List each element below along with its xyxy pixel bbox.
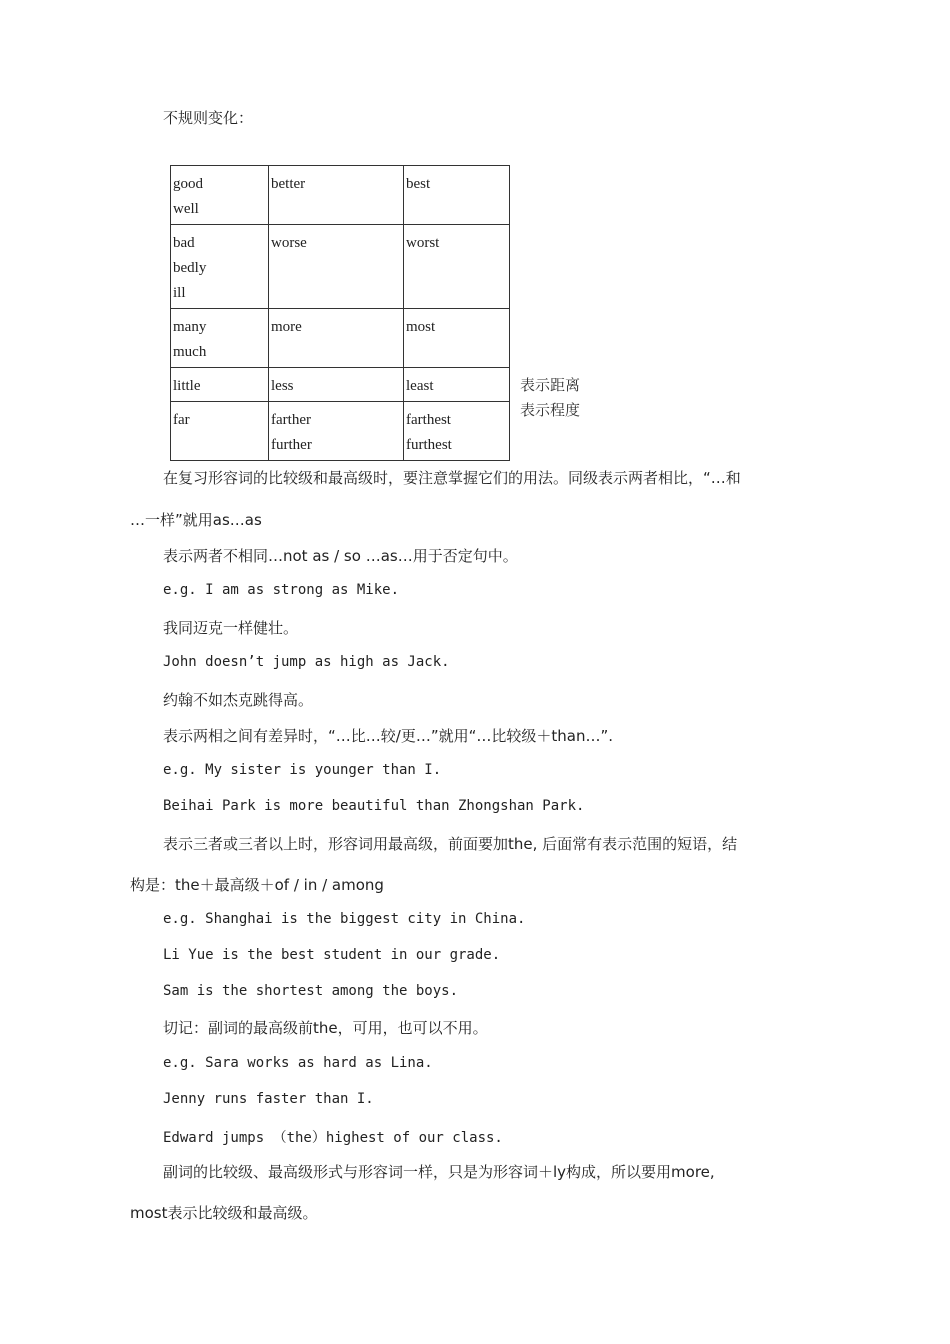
paragraph-line: most表示比较级和最高级。: [130, 1204, 318, 1222]
table-cell-base: [171, 309, 269, 368]
table-row: [171, 225, 510, 309]
example-sentence: e.g. I am as strong as Mike.: [163, 582, 400, 598]
example-sentence: Beihai Park is more beautiful than Zhongshan Park.: [163, 798, 585, 814]
base-form: many: [173, 319, 207, 335]
paragraph-line: 表示三者或三者以上时，形容词用最高级，前面要加the, 后面常有表示范围的短语，结: [163, 835, 738, 853]
side-note-distance: 表示距离: [520, 376, 581, 394]
base-form: much: [173, 344, 207, 360]
example-sentence: e.g. My sister is younger than I.: [163, 762, 442, 778]
superlative-form: worst: [406, 235, 440, 251]
table-row: [171, 309, 510, 368]
table-cell-base: [171, 225, 269, 309]
paragraph-line: 切记：副词的最高级前the，可用，也可以不用。: [163, 1019, 488, 1037]
table-cell-comparative: [269, 368, 404, 402]
example-sentence: e.g. Sara works as hard as Lina.: [163, 1055, 433, 1071]
table-row: [171, 166, 510, 225]
comparative-form: worse: [271, 235, 307, 251]
superlative-form: least: [406, 378, 434, 394]
superlative-form: furthest: [406, 437, 452, 453]
paragraph-line: 在复习形容词的比较级和最高级时，要注意掌握它们的用法。同级表示两者相比，“…和: [163, 469, 741, 487]
base-form: good: [173, 176, 203, 192]
paragraph-line: 构是：the＋最高级＋of / in / among: [130, 876, 384, 894]
paragraph-line: …一样”就用as…as: [130, 511, 262, 529]
table-cell-superlative: [404, 402, 510, 461]
table-cell-comparative: [269, 166, 404, 225]
example-sentence: Li Yue is the best student in our grade.: [163, 947, 501, 963]
example-translation: 我同迈克一样健壮。: [163, 619, 299, 637]
paragraph-line: 表示两者不相同…not as / so …as…用于否定句中。: [163, 547, 518, 565]
table-cell-superlative: [404, 368, 510, 402]
base-form: bad: [173, 235, 195, 251]
table-cell-comparative: [269, 309, 404, 368]
example-translation: 约翰不如杰克跳得高。: [163, 691, 314, 709]
table-row: [171, 368, 510, 402]
superlative-form: farthest: [406, 412, 451, 428]
base-form: far: [173, 412, 190, 428]
comparative-form: better: [271, 176, 306, 192]
table-cell-superlative: [404, 225, 510, 309]
superlative-form: most: [406, 319, 436, 335]
comparative-form: more: [271, 319, 302, 335]
base-form: little: [173, 378, 201, 394]
paragraph-line: 表示两相之间有差异时，“…比…较/更…”就用“…比较级＋than…”.: [163, 727, 613, 745]
example-sentence: e.g. Shanghai is the biggest city in China.: [163, 911, 526, 927]
example-sentence: Sam is the shortest among the boys.: [163, 983, 459, 999]
side-note-degree: 表示程度: [520, 401, 581, 419]
table-cell-comparative: [269, 402, 404, 461]
example-sentence: Jenny runs faster than I.: [163, 1091, 374, 1107]
comparative-form: further: [271, 437, 312, 453]
base-form: bedly: [173, 260, 207, 276]
paragraph-line: 副词的比较级、最高级形式与形容词一样，只是为形容词＋ly构成，所以要用more,: [163, 1163, 715, 1181]
table-cell-superlative: [404, 309, 510, 368]
comparative-form: less: [271, 378, 294, 394]
irregular-forms-table: [170, 165, 510, 461]
section-heading: 不规则变化：: [163, 109, 254, 127]
table-cell-superlative: [404, 166, 510, 225]
table-cell-base: [171, 368, 269, 402]
example-sentence: Edward jumps （the）highest of our class.: [163, 1130, 503, 1146]
table-cell-comparative: [269, 225, 404, 309]
base-form: well: [173, 201, 199, 217]
superlative-form: best: [406, 176, 431, 192]
base-form: ill: [173, 285, 186, 301]
table-cell-base: [171, 402, 269, 461]
table-row: [171, 402, 510, 461]
example-sentence: John doesn’t jump as high as Jack.: [163, 654, 450, 670]
comparative-form: farther: [271, 412, 311, 428]
table-cell-base: [171, 166, 269, 225]
